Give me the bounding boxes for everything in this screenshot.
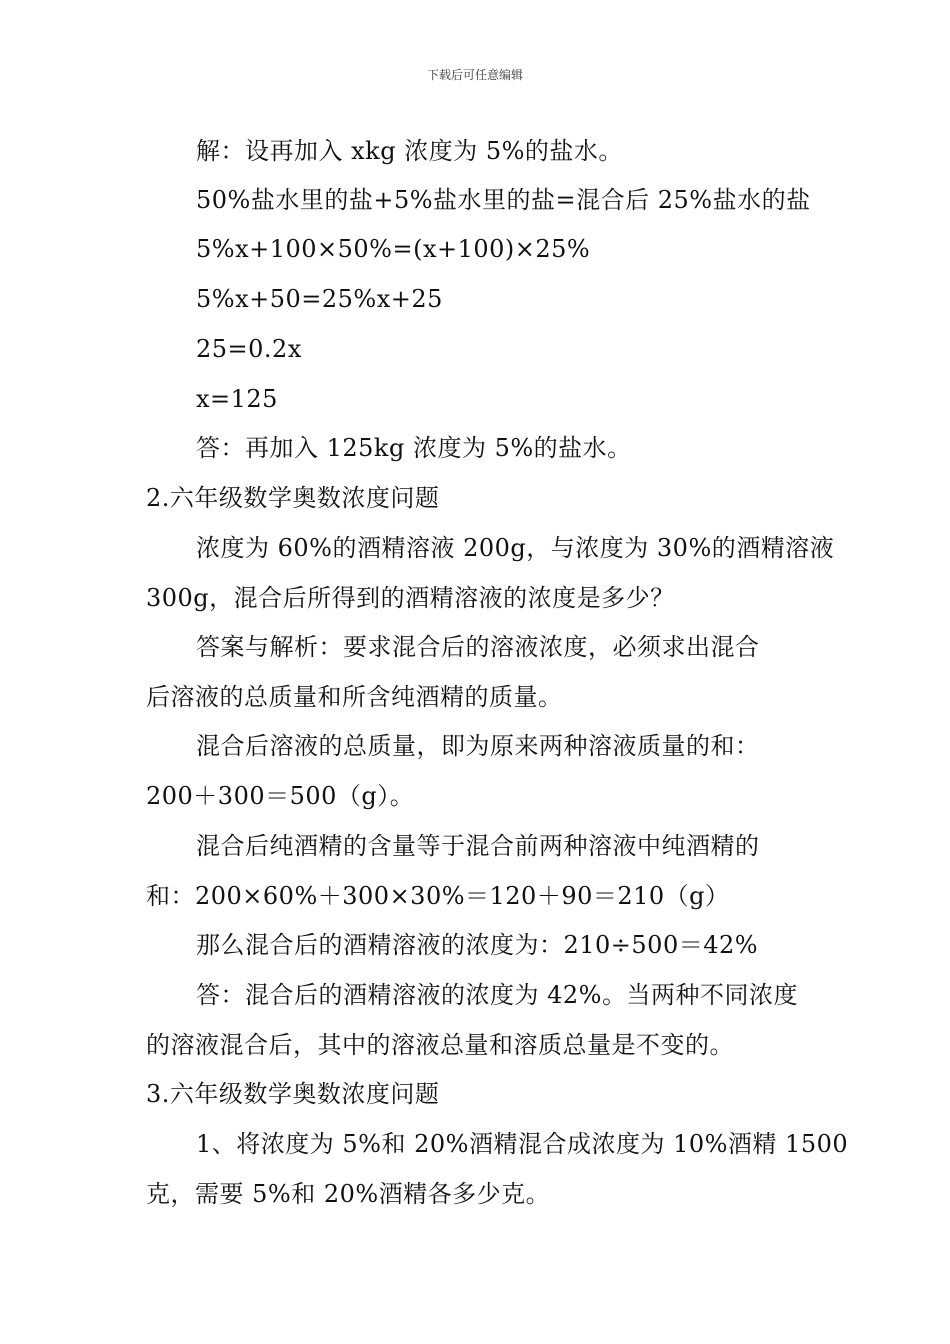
- problem-3-line-2: 克，需要 5%和 20%酒精各多少克。: [146, 1180, 551, 1208]
- problem-2-line-1: 浓度为 60%的酒精溶液 200g，与浓度为 30%的酒精溶液: [196, 534, 835, 562]
- equation-1: 5%x+100×50%=(x+100)×25%: [196, 235, 591, 263]
- pure-alcohol-line-2: 和：200×60%＋300×30%＝120＋90＝210（g）: [146, 882, 730, 910]
- analysis-line-2: 后溶液的总质量和所含纯酒精的质量。: [146, 683, 563, 711]
- pure-alcohol-line-1: 混合后纯酒精的含量等于混合前两种溶液中纯酒精的: [196, 832, 760, 860]
- section-heading-2: 2.六年级数学奥数浓度问题: [146, 484, 440, 512]
- problem-2-line-2: 300g，混合后所得到的酒精溶液的浓度是多少？: [146, 584, 675, 612]
- equation-2: 5%x+50=25%x+25: [196, 285, 443, 313]
- concentration-calc: 那么混合后的酒精溶液的浓度为：210÷500＝42%: [196, 931, 759, 959]
- solution-setup: 解：设再加入 xkg 浓度为 5%的盐水。: [196, 137, 623, 165]
- answer-2-line-2: 的溶液混合后，其中的溶液总量和溶质总量是不变的。: [146, 1031, 734, 1059]
- answer-1: 答：再加入 125kg 浓度为 5%的盐水。: [196, 434, 632, 462]
- equation-words: 50%盐水里的盐+5%盐水里的盐=混合后 25%盐水的盐: [196, 186, 811, 214]
- section-heading-3: 3.六年级数学奥数浓度问题: [146, 1080, 440, 1108]
- equation-4: x=125: [196, 385, 278, 413]
- problem-3-line-1: 1、将浓度为 5%和 20%酒精混合成浓度为 10%酒精 1500: [196, 1130, 849, 1158]
- analysis-line-1: 答案与解析：要求混合后的溶液浓度，必须求出混合: [196, 633, 760, 661]
- equation-3: 25=0.2x: [196, 335, 302, 363]
- total-mass-line-2: 200＋300＝500（g）。: [146, 782, 415, 810]
- total-mass-line-1: 混合后溶液的总质量，即为原来两种溶液质量的和：: [196, 732, 760, 760]
- page-header: 下载后可任意编辑: [426, 68, 523, 82]
- answer-2-line-1: 答：混合后的酒精溶液的浓度为 42%。当两种不同浓度: [196, 981, 798, 1009]
